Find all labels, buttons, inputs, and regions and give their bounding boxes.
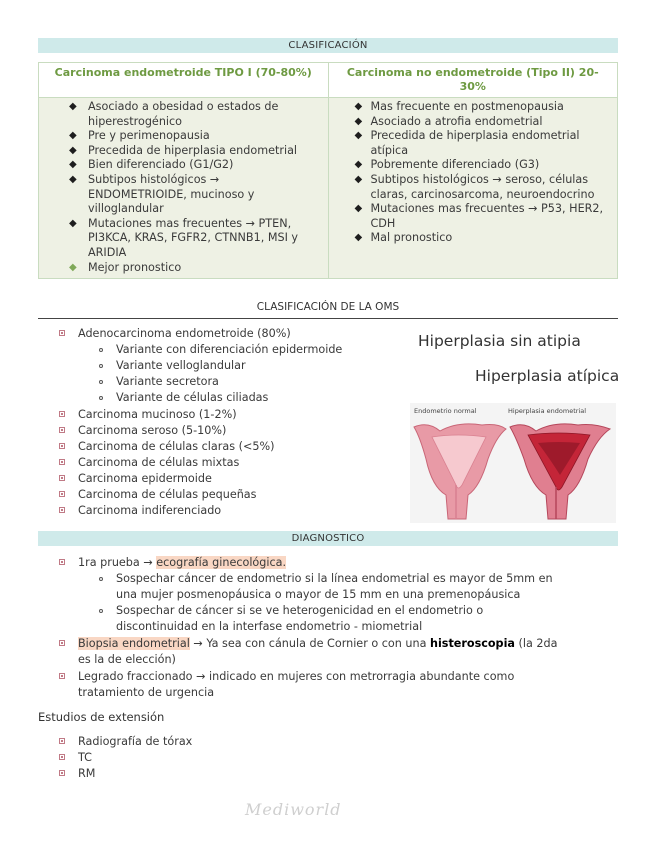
divider bbox=[38, 318, 618, 319]
watermark: Mediworld bbox=[245, 800, 342, 819]
caption-hyperplasia: Hiperplasia endometrial bbox=[508, 407, 587, 415]
circle-bullet-icon bbox=[99, 396, 103, 400]
list-item: Legrado fraccionado → indicado en mujeres con metrorragia abundante como bbox=[78, 669, 514, 685]
checkbox-bullet-icon bbox=[59, 754, 65, 760]
list-item: ◆ Mejor pronostico bbox=[69, 260, 182, 274]
list-item: RM bbox=[78, 766, 95, 782]
diamond-bullet-icon: ◆ bbox=[354, 232, 363, 244]
diamond-bullet-icon: ◆ bbox=[354, 173, 363, 185]
list-item: ◆ Mutaciones mas frecuentes → PTEN, PI3KCA, KRAS, FGFR2, CTNNB1, MSI y ARIDIA bbox=[69, 216, 299, 259]
list-item: Radiografía de tórax bbox=[78, 734, 192, 750]
diamond-bullet-icon: ◆ bbox=[69, 217, 77, 229]
section-header-diagnostico: DIAGNOSTICO bbox=[38, 531, 618, 546]
list-item: Variante velloglandular bbox=[116, 358, 246, 374]
list-item: Sospechar cáncer de endometrio si la línea endometrial es mayor de 5mm en bbox=[116, 571, 553, 587]
circle-bullet-icon bbox=[99, 348, 103, 352]
checkbox-bullet-icon bbox=[59, 475, 65, 481]
list-item: Carcinoma epidermoide bbox=[78, 471, 212, 487]
checkbox-bullet-icon bbox=[59, 770, 65, 776]
list-item: Biopsia endometrial → Ya sea con cánula de Cornier o con una histeroscopia (la 2da bbox=[78, 636, 557, 652]
text-line: tratamiento de urgencia bbox=[78, 686, 215, 699]
figure-label-atipica: Hiperplasia atípica bbox=[475, 367, 620, 385]
list-item: Variante de células ciliadas bbox=[116, 390, 268, 406]
list-item: Carcinoma de células pequeñas bbox=[78, 487, 256, 503]
uterus-image bbox=[410, 403, 616, 523]
checkbox-bullet-icon bbox=[59, 507, 65, 513]
diamond-bullet-icon: ◆ bbox=[69, 130, 77, 142]
circle-bullet-icon bbox=[99, 364, 103, 368]
list-item: Carcinoma de células mixtas bbox=[78, 455, 239, 471]
list-item: 1ra prueba → ecografía ginecológica. bbox=[78, 555, 286, 571]
section-header-clasificacion: CLASIFICACIÓN bbox=[38, 38, 618, 53]
highlight-ecografia: ecografía ginecológica. bbox=[156, 556, 287, 569]
classification-table bbox=[38, 62, 618, 279]
list-item: Carcinoma de células claras (<5%) bbox=[78, 439, 274, 455]
diamond-bullet-icon: ◆ bbox=[69, 101, 77, 112]
list-item: Variante con diferenciación epidermoide bbox=[116, 342, 342, 358]
checkbox-bullet-icon bbox=[59, 443, 65, 449]
list-item: Adenocarcinoma endometroide (80%) bbox=[78, 326, 291, 342]
figure-label-sin-atipia: Hiperplasia sin atipia bbox=[418, 332, 581, 350]
list-item: ◆ Mas frecuente en postmenopausia bbox=[354, 100, 564, 113]
list-item: ◆ Pre y perimenopausia bbox=[69, 129, 210, 143]
checkbox-bullet-icon bbox=[59, 640, 65, 646]
text-line: es la de elección) bbox=[78, 653, 176, 666]
checkbox-bullet-icon bbox=[59, 459, 65, 465]
list-item: Carcinoma indiferenciado bbox=[78, 503, 221, 519]
diamond-bullet-icon: ◆ bbox=[69, 159, 77, 171]
list-item: ◆ Pobremente diferenciado (G3) bbox=[354, 158, 540, 172]
list-item: ◆ Bien diferenciado (G1/G2) bbox=[69, 158, 234, 172]
text-line: una mujer posmenopáusica o mayor de 15 mm en una premenopáusica bbox=[116, 588, 521, 601]
type2-header: Carcinoma no endometroide (Tipo II) 20-30% bbox=[328, 63, 618, 98]
caption-normal: Endometrio normal bbox=[414, 407, 477, 415]
list-item: Carcinoma seroso (5-10%) bbox=[78, 423, 226, 439]
list-item: ◆ Mal pronostico bbox=[354, 231, 453, 245]
checkbox-bullet-icon bbox=[59, 559, 65, 565]
diamond-bullet-icon: ◆ bbox=[354, 159, 363, 171]
list-item: ◆ Asociado a obesidad o estados de hiperestrogénico bbox=[69, 100, 279, 128]
diamond-bullet-icon: ◆ bbox=[69, 261, 77, 273]
list-item: Sospechar de cáncer si se ve heterogenicidad en el endometrio o bbox=[116, 603, 483, 619]
circle-bullet-icon bbox=[99, 609, 103, 613]
list-item: TC bbox=[78, 750, 92, 766]
checkbox-bullet-icon bbox=[59, 427, 65, 433]
list-item: ◆ Subtipos histológicos → seroso, células claras, carcinosarcoma, neuroendocrino bbox=[354, 172, 595, 201]
diamond-bullet-icon: ◆ bbox=[354, 203, 363, 215]
circle-bullet-icon bbox=[99, 380, 103, 384]
list-item: Carcinoma mucinoso (1-2%) bbox=[78, 407, 237, 423]
diamond-bullet-icon: ◆ bbox=[69, 173, 77, 185]
text-line: discontinuidad en la interfase endometrio - miometrial bbox=[116, 620, 423, 633]
type1-header: Carcinoma endometroide TIPO I (70-80%) bbox=[39, 63, 329, 98]
checkbox-bullet-icon bbox=[59, 738, 65, 744]
uterus-illustration bbox=[410, 403, 616, 523]
section-header-oms: CLASIFICACIÓN DE LA OMS bbox=[256, 301, 400, 313]
checkbox-bullet-icon bbox=[59, 411, 65, 417]
checkbox-bullet-icon bbox=[59, 330, 65, 336]
checkbox-bullet-icon bbox=[59, 491, 65, 497]
list-item: ◆ Subtipos histológicos → ENDOMETRIOIDE, mucinoso y villoglandular bbox=[69, 172, 255, 216]
diamond-bullet-icon: ◆ bbox=[354, 130, 363, 142]
type1-cell bbox=[39, 98, 329, 279]
bold-histeroscopia: histeroscopia bbox=[429, 637, 515, 650]
diamond-bullet-icon: ◆ bbox=[354, 101, 363, 112]
highlight-biopsia: Biopsia endometrial bbox=[78, 637, 190, 650]
list-item: ◆ Mutaciones mas frecuentes → P53, HER2, CDH bbox=[354, 202, 604, 230]
diamond-bullet-icon: ◆ bbox=[69, 144, 77, 156]
list-item: ◆ Precedida de hiperplasia endometrial atípica bbox=[354, 129, 580, 157]
diamond-bullet-icon: ◆ bbox=[354, 115, 363, 127]
circle-bullet-icon bbox=[99, 577, 103, 581]
extension-title: Estudios de extensión bbox=[38, 710, 165, 724]
list-item: ◆ Asociado a atrofia endometrial bbox=[354, 114, 543, 128]
list-item: Variante secretora bbox=[116, 374, 219, 390]
checkbox-bullet-icon bbox=[59, 673, 65, 679]
list-item: ◆ Precedida de hiperplasia endometrial bbox=[69, 143, 298, 157]
type2-cell bbox=[328, 98, 618, 279]
